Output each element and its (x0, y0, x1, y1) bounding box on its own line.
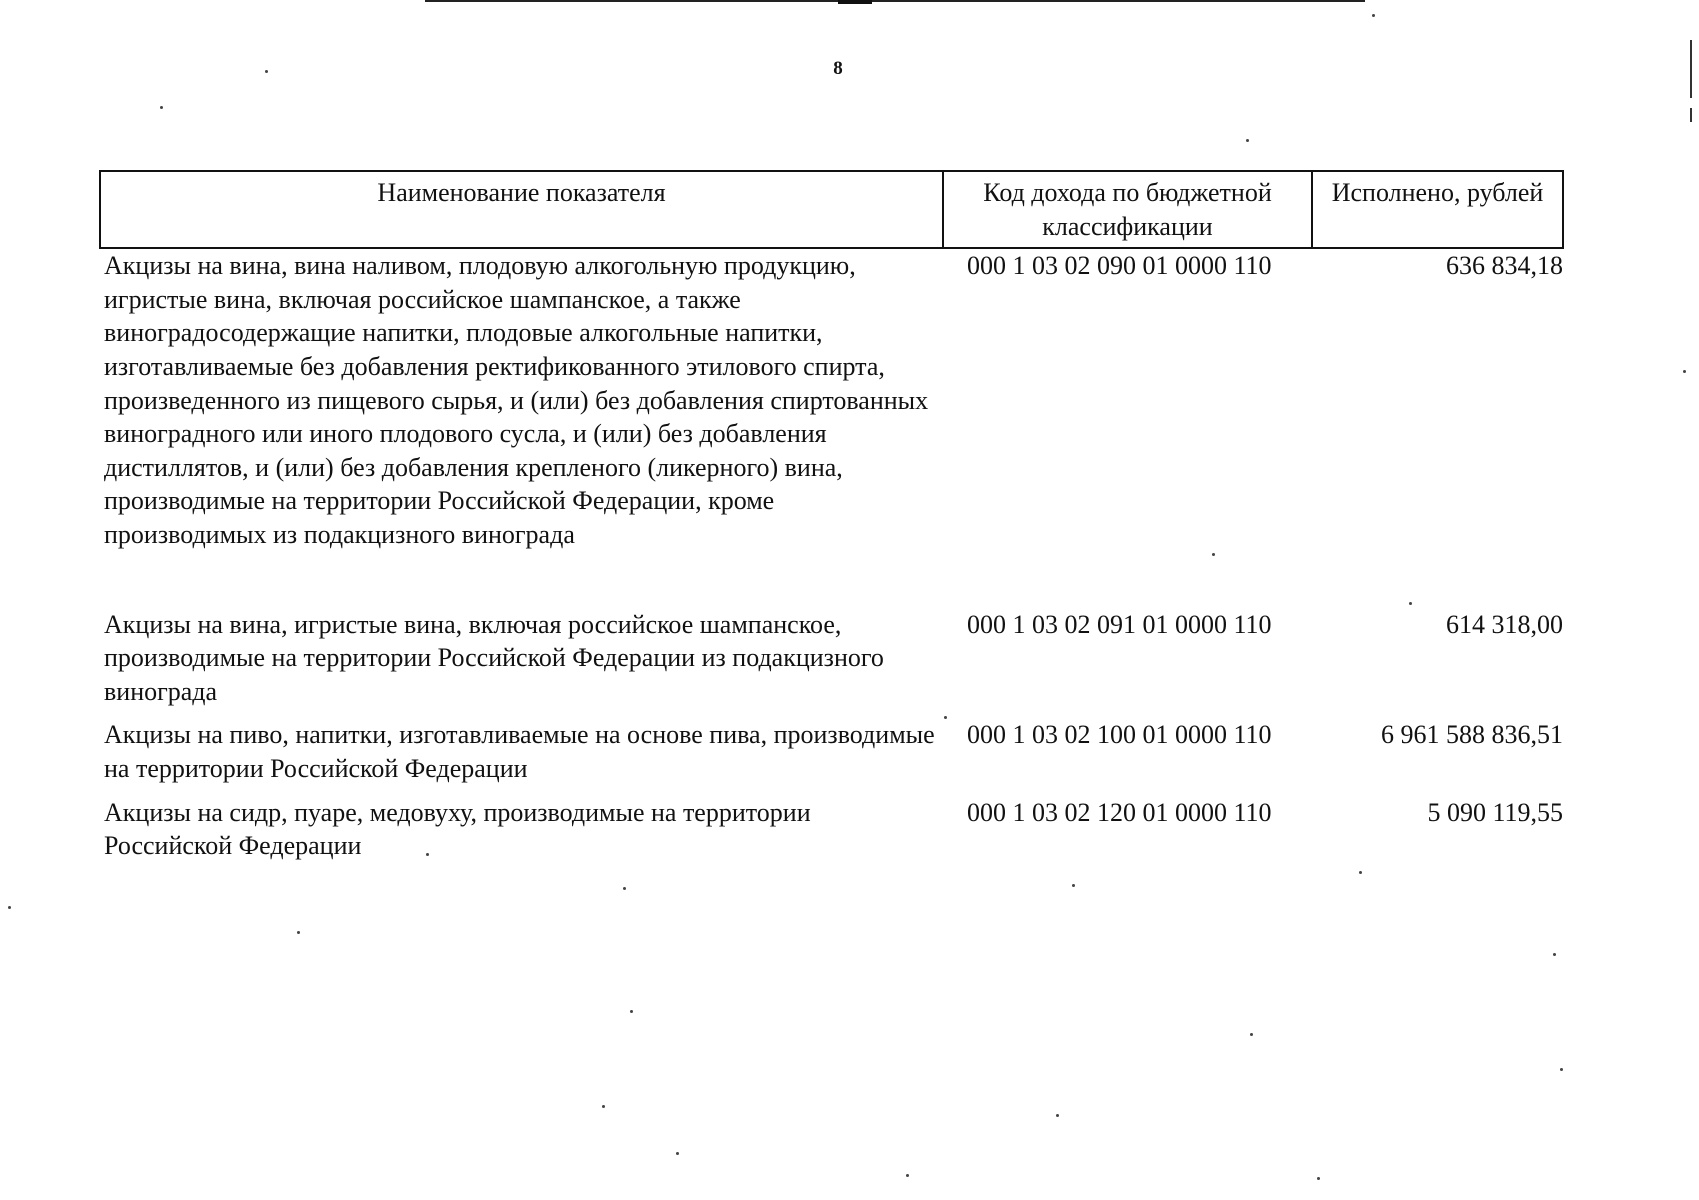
row-indicator-name: Акцизы на вина, вина наливом, плодовую алкогольную продукцию, игристые вина, включая российское шампанское, а также виноградосодержащие напитки, плодовые алкогольные напитки, изготавливаемые без добавления ректификованного этилового спирта, произведенного из пищевого сырья, и (или) без добавления спиртованных виноградного или иного плодового сусла, и (или) без добавления дистиллятов, и (или) без добавления крепленого (ликерного) вина, производимые на территории Российской Федерации, кроме производимых из подакцизного винограда (104, 251, 929, 549)
scan-speck (676, 1152, 679, 1155)
header-revenue-code: Код дохода по бюджетной классификации (943, 171, 1312, 248)
top-scan-edge-mark (838, 0, 872, 4)
right-scan-edge-mark (1690, 40, 1692, 98)
row-indicator-name: Акцизы на вина, игристые вина, включая российское шампанское, производимые на территории Российской Федерации из подакцизного винограда (104, 609, 884, 706)
row-executed-amount: 6 961 588 836,51 (1381, 720, 1563, 750)
table-header-row (100, 171, 1563, 248)
row-executed-amount: 636 834,18 (1446, 251, 1563, 281)
scan-speck (265, 70, 268, 73)
row-revenue-code: 000 1 03 02 100 01 0000 110 (967, 720, 1272, 750)
scan-speck (426, 853, 429, 856)
scan-speck (297, 931, 300, 934)
scan-speck (1553, 953, 1556, 956)
row-executed-amount: 614 318,00 (1446, 609, 1563, 639)
scan-speck (1250, 1033, 1253, 1036)
scan-speck (630, 1010, 633, 1013)
scan-speck (160, 106, 163, 109)
revenue-table (99, 170, 1564, 863)
scan-speck (1246, 139, 1249, 142)
scan-speck (1409, 602, 1412, 605)
scan-speck (1372, 14, 1375, 17)
right-scan-edge-mark-small (1690, 108, 1692, 122)
scan-speck (602, 1105, 605, 1108)
row-spacer (100, 708, 1563, 718)
scan-speck (1056, 1114, 1059, 1117)
table-row (100, 796, 1563, 863)
top-scan-edge-line (425, 0, 1365, 2)
scan-speck (1359, 871, 1362, 874)
scan-speck (8, 906, 11, 909)
scan-speck (1317, 1177, 1320, 1180)
scan-speck (623, 887, 626, 890)
row-indicator-name: Акцизы на пиво, напитки, изготавливаемые на основе пива, производимые на территории Российской Федерации (104, 720, 935, 783)
table-row (100, 718, 1563, 785)
table-row (100, 248, 1563, 551)
table-row (100, 608, 1563, 709)
scan-speck (1212, 553, 1215, 556)
scan-speck (1560, 1068, 1563, 1071)
page-number: 8 (833, 58, 843, 79)
scan-speck (1683, 370, 1686, 373)
row-revenue-code: 000 1 03 02 120 01 0000 110 (967, 797, 1272, 827)
row-revenue-code: 000 1 03 02 091 01 0000 110 (967, 609, 1272, 639)
row-spacer (100, 786, 1563, 796)
row-executed-amount: 5 090 119,55 (1427, 797, 1563, 827)
row-spacer (100, 552, 1563, 608)
scan-speck (1072, 884, 1075, 887)
scan-speck (944, 716, 947, 719)
row-revenue-code: 000 1 03 02 090 01 0000 110 (967, 251, 1272, 281)
header-executed-amount: Исполнено, рублей (1312, 171, 1563, 248)
row-indicator-name: Акцизы на сидр, пуаре, медовуху, производимые на территории Российской Федерации (104, 797, 811, 861)
header-indicator-name: Наименование показателя (100, 171, 943, 248)
scan-speck (906, 1174, 909, 1177)
